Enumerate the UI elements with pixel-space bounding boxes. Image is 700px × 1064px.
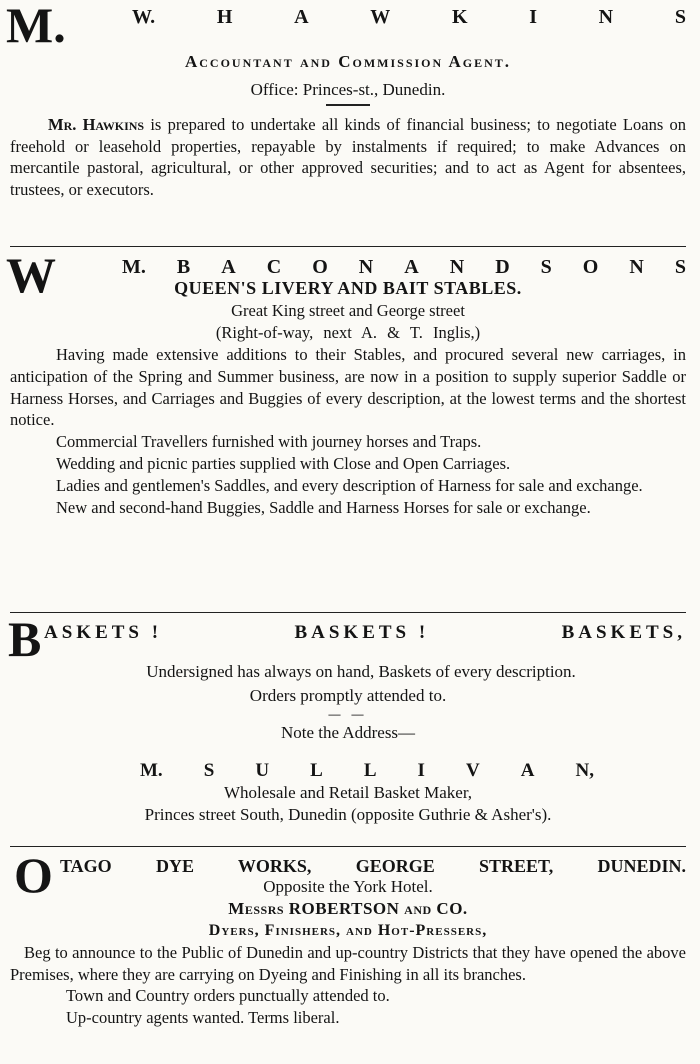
sullivan-address: Princes street South, Dunedin (opposite Guthrie & Asher's).: [144, 805, 552, 824]
baskets-heading-word: ASKETS !: [44, 622, 163, 643]
otago-opposite: Opposite the York Hotel.: [263, 877, 433, 896]
bacon-name-letter: A: [404, 256, 419, 278]
hawkins-name-letter: K: [451, 6, 468, 28]
hawkins-short-rule: [326, 104, 370, 106]
hawkins-name-letter: W: [370, 6, 391, 28]
bacon-name-letter: O: [582, 256, 599, 278]
hawkins-name-letter: W.: [132, 6, 156, 28]
otago-proprietors: Messrs ROBERTSON and CO.: [228, 899, 468, 918]
bacon-name-letter: N: [358, 256, 374, 278]
bacon-name-letter: B: [176, 256, 191, 278]
hawkins-drop-initial: M.: [6, 0, 66, 53]
sullivan-name-letter: L: [363, 760, 377, 781]
hawkins-name-letter: I: [529, 6, 537, 28]
hawkins-name-letter: S: [674, 6, 686, 28]
hawkins-office: Office: Princes-st., Dunedin.: [250, 80, 446, 99]
sullivan-name-heading: [140, 760, 594, 782]
bacon-drop-initial: W: [6, 247, 56, 303]
bacon-name-heading: [122, 256, 686, 279]
bacon-paragraph-5: New and second-hand Buggies, Saddle and Harness Horses for sale or exchange.: [56, 497, 591, 517]
bacon-address-2: (Right-of-way, next A. & T. Inglis,): [215, 323, 481, 342]
baskets-heading-word: BASKETS,: [561, 622, 686, 643]
baskets-line-1: Undersigned has always on hand, Baskets of every description.: [146, 662, 576, 681]
otago-trades: Dyers, Finishers, and Hot-Pressers,: [208, 922, 488, 939]
hawkins-advertisement: [6, 0, 686, 200]
hawkins-name-heading: [132, 6, 686, 29]
bacon-advertisement: [6, 247, 686, 518]
hawkins-name-letter: H: [216, 6, 233, 28]
divider-rule: [10, 612, 686, 613]
hawkins-name-letter: A: [294, 6, 309, 28]
baskets-dash-divider: — —: [328, 707, 368, 721]
bacon-name-letter: S: [540, 256, 552, 278]
bacon-name-letter: C: [266, 256, 282, 278]
otago-drop-initial: O: [14, 847, 53, 903]
divider-rule: [10, 846, 686, 847]
sullivan-name-letter: M.: [140, 760, 163, 781]
baskets-line-2: Orders promptly attended to.: [249, 686, 447, 705]
bacon-name-letter: N: [449, 256, 465, 278]
sullivan-name-letter: I: [417, 760, 425, 781]
hawkins-name-letter: N: [598, 6, 614, 28]
hawkins-title: Accountant and Commission Agent.: [184, 52, 512, 71]
sullivan-name-letter: N,: [575, 760, 594, 781]
hawkins-body-name: Mr. Hawkins: [48, 115, 145, 134]
sullivan-name-letter: L: [310, 760, 323, 781]
bacon-name-letter: A: [221, 256, 236, 278]
sullivan-name-letter: A: [520, 760, 535, 781]
bacon-paragraph-2: Commercial Travellers furnished with journey horses and Traps.: [56, 432, 482, 452]
otago-advertisement: [10, 847, 686, 1028]
sullivan-trade: Wholesale and Retail Basket Maker,: [223, 783, 473, 802]
bacon-paragraph-4: Ladies and gentlemen's Saddles, and every description of Harness for sale and exchange.: [56, 475, 643, 495]
sullivan-name-letter: U: [255, 760, 270, 781]
bacon-name-letter: D: [495, 256, 510, 278]
sullivan-name-letter: S: [203, 760, 215, 781]
baskets-note: Note the Address—: [280, 723, 416, 742]
sullivan-name-letter: V: [465, 760, 480, 781]
bacon-name-letter: O: [312, 256, 328, 278]
bacon-name-letter: S: [674, 256, 686, 278]
hawkins-body: [10, 114, 686, 200]
bacon-name-letter: N: [629, 256, 644, 278]
bacon-paragraph-1: Having made extensive additions to their Stables, and procured several new carriages, in anticipation of the Spring and Summer business, are now in a position to supply superior Saddle or Harness Horses, and Carriages and Buggies of every description, at the lowest terms and the shortest notice.: [10, 345, 686, 430]
baskets-drop-initial: B: [8, 611, 42, 667]
baskets-heading: [44, 622, 686, 644]
hawkins-body-text: is prepared to undertake all kinds of financial business; to negotiate Loans on freehold or leasehold properties, repayable by instalments if required; to make Advances on mercantile pastoral, agricultural, or other approved securities; and to act as Agent for absentees, trustees, or executors.: [10, 115, 686, 199]
bacon-address-1: Great King street and George street: [231, 301, 465, 320]
divider-rule: [10, 246, 686, 247]
otago-body: Beg to announce to the Public of Dunedin and up-country Districts that they have opened the above Premises, where they are carrying on Dyeing and Finishing in all its branches.: [10, 943, 686, 984]
bacon-title: QUEEN'S LIVERY AND BAIT STABLES.: [174, 278, 522, 298]
otago-line-1: Town and Country orders punctually attended to.: [66, 986, 390, 1006]
bacon-paragraph-3: Wedding and picnic parties supplied with Close and Open Carriages.: [56, 453, 511, 473]
otago-line-2: Up-country agents wanted. Terms liberal.: [66, 1007, 340, 1027]
bacon-name-letter: M.: [122, 256, 146, 278]
baskets-advertisement: [8, 611, 686, 826]
baskets-heading-word: BASKETS !: [294, 622, 430, 643]
otago-heading: TAGO DYE WORKS, GEORGE STREET, DUNEDIN.: [60, 856, 686, 876]
